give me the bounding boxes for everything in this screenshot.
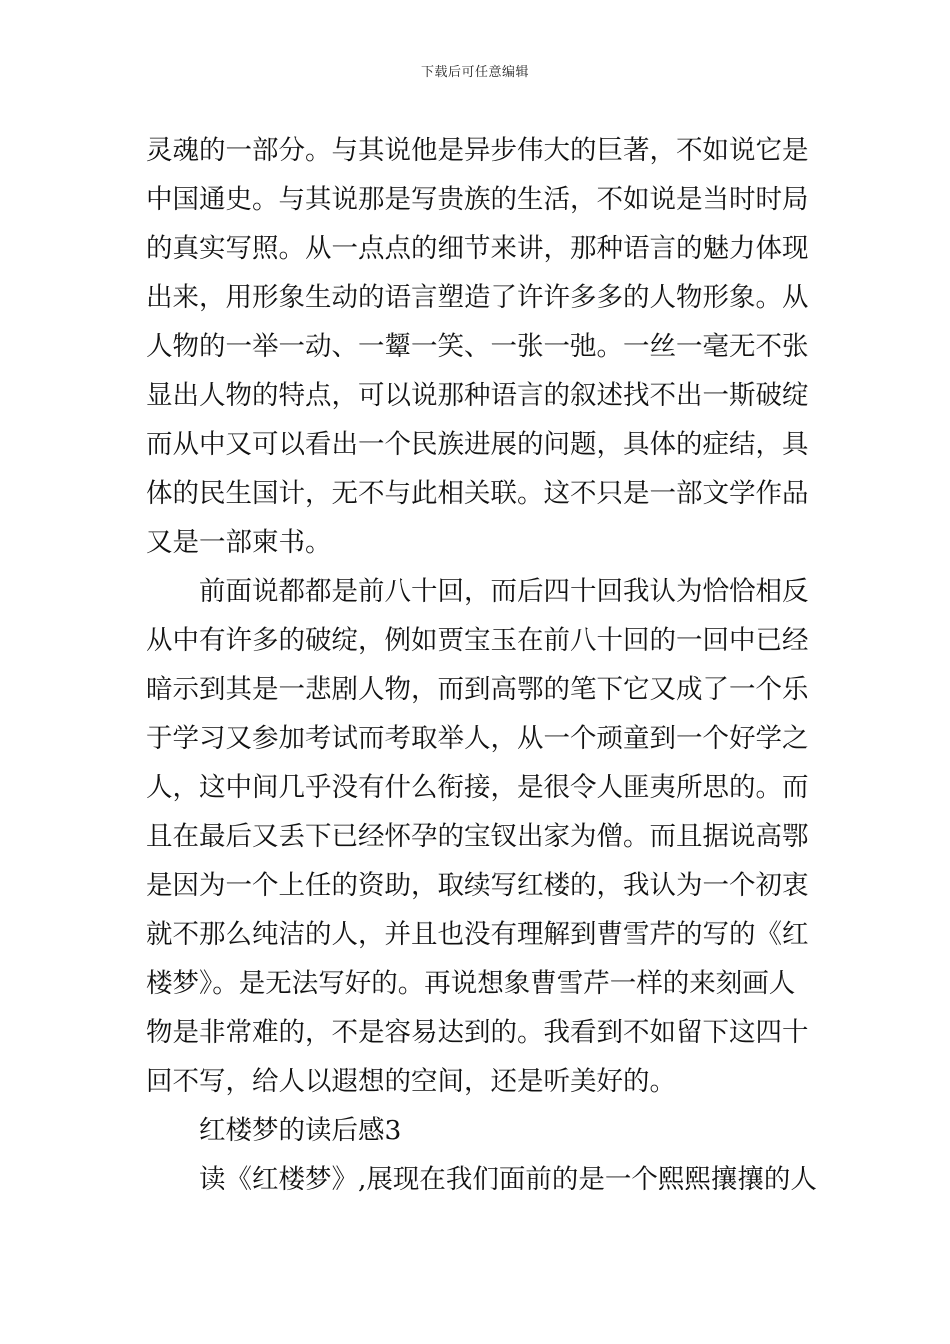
text-line: 读《红楼梦》,展现在我们面前的是一个熙熙攘攘的人 — [199, 1164, 817, 1195]
text-line: 于学习又参加考试而考取举人，从一个顽童到一个好学之 — [146, 723, 809, 754]
section-title: 红楼梦的读后感3 — [199, 1115, 402, 1146]
text-line: 人物的一举一动、一颦一笑、一张一弛。一丝一毫无不张 — [146, 331, 809, 362]
header-note: 下载后可任意编辑 — [420, 65, 529, 80]
document-body — [146, 126, 817, 1204]
text-line: 显出人物的特点，可以说那种语言的叙述找不出一斯破绽 — [146, 380, 809, 411]
section-heading — [146, 1106, 810, 1155]
text-line: 楼梦》。是无法写好的。再说想象曹雪芹一样的来刻画人 — [146, 968, 796, 999]
text-line: 回不写，给人以遐想的空间，还是听美好的。 — [146, 1066, 676, 1097]
text-line: 从中有许多的破绽，例如贾宝玉在前八十回的一回中已经 — [146, 625, 809, 656]
text-line: 人，这中间几乎没有什么衔接，是很令人匪夷所思的。而 — [146, 772, 809, 803]
text-line: 暗示到其是一悲剧人物，而到高鄂的笔下它又成了一个乐 — [146, 674, 809, 705]
text-line: 体的民生国计，无不与此相关联。这不只是一部文学作品 — [146, 478, 809, 509]
text-line: 又是一部柬书。 — [146, 527, 332, 558]
paragraph — [146, 1155, 817, 1204]
paragraph — [146, 567, 810, 1106]
text-line: 而从中又可以看出一个民族进展的问题，具体的症结，具 — [146, 429, 809, 460]
text-line: 是因为一个上任的资助，取续写红楼的，我认为一个初衷 — [146, 870, 809, 901]
text-line: 物是非常难的，不是容易达到的。我看到不如留下这四十 — [146, 1017, 809, 1048]
page-header — [0, 64, 950, 82]
text-line: 的真实写照。从一点点的细节来讲，那种语言的魅力体现 — [146, 233, 809, 264]
text-line: 出来，用形象生动的语言塑造了许许多多的人物形象。从 — [146, 282, 809, 313]
text-line: 中国通史。与其说那是写贵族的生活，不如说是当时时局 — [146, 184, 809, 215]
text-line: 且在最后又丢下已经怀孕的宝钗出家为僧。而且据说高鄂 — [146, 821, 809, 852]
text-line: 前面说都都是前八十回，而后四十回我认为恰恰相反 — [199, 576, 809, 607]
text-line: 就不那么纯洁的人，并且也没有理解到曹雪芹的写的《红 — [146, 919, 809, 950]
text-line: 灵魂的一部分。与其说他是异步伟大的巨著，不如说它是 — [146, 135, 809, 166]
paragraph — [146, 126, 810, 567]
